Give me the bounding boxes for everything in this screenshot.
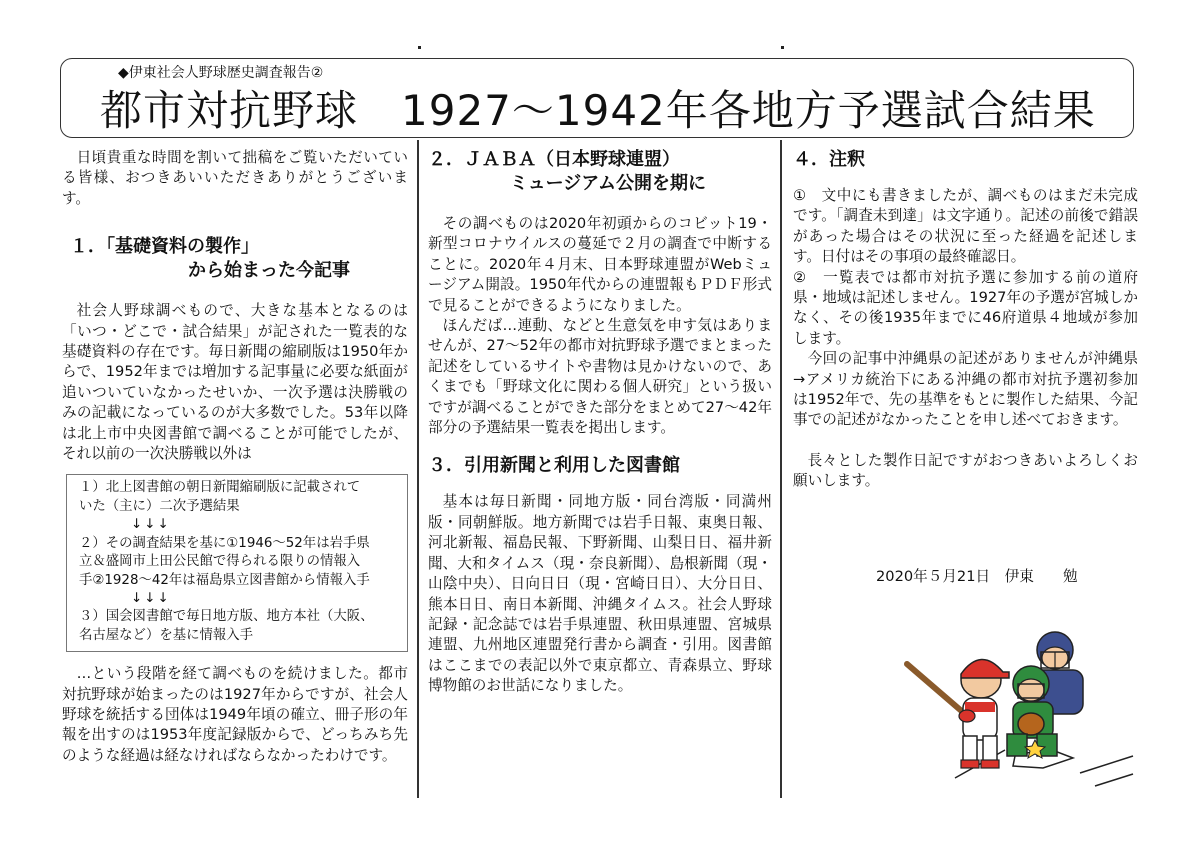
section-3-paragraph: 基本は毎日新聞・同地方版・同台湾版・同満州版・同朝鮮版。地方新聞では岩手日報、東奥日報、河北新報、福島民報、下野新聞、山梨日日、福井新聞、大和タイムス（現・奈良新聞）、島根新聞（現・山陰中央）、日向日日（現・宮崎日日）、大分日日、熊本日日、南日本新聞、沖縄タイムス。社会人野球記録・記念誌では岩手県連盟、秋田県連盟、宮城県連盟、九州地区連盟発行書から調査・引用。図書館はここまでの表記以外で東京都立、青森県立、野球博物館のお世話になりました。: [428, 493, 772, 695]
step-3-line-a: ３）国会図書館で毎日地方版、地方本社（大阪、: [79, 609, 374, 625]
date-signature: 2020年５月21日 伊東 勉: [876, 568, 1078, 585]
okinawa-note: 今回の記事中沖縄県の記述がありませんが沖縄県→アメリカ統治下にある沖縄の都市対抗予選初参加は1952年で、先の基準をもとに製作した結果、今記事での記述がなかったことを申し述べておきます。: [793, 350, 1138, 429]
note-2: ② 一覧表では都市対抗予選に参加する前の道府県・地域は記述しません。1927年の予選が宮城しかなく、その後1935年までに46府道県４地域が参加します。: [793, 268, 1138, 347]
section-2-heading-line2: ミュージアム公開を期に: [510, 173, 707, 194]
column-divider: [417, 140, 419, 798]
step-2-line-b: 立＆盛岡市上田公民館で得られる限りの情報入: [79, 554, 361, 570]
report-kicker: ◆伊東社会人野球歴史調査報告②: [118, 65, 324, 81]
step-1-line-a: １）北上図書館の朝日新聞縮刷版に記載されて: [79, 480, 361, 496]
page-title: 都市対抗野球 1927～1942年各地方予選試合結果: [100, 86, 1096, 135]
note-1: ① 文中にも書きましたが、調べものはまだ未完成です。「調査未到達」は文字通り。記述の前後で錯誤があった場合はその状況に至った経過を記述します。日付はその事項の最終確認日。: [793, 187, 1138, 266]
baseball-illustration-icon: [895, 628, 1135, 788]
column-3: [793, 148, 1138, 492]
section-2-paragraph-2: ほんだば…連動、などと生意気を申す気はありませんが、27～52年の都市対抗野球予選でまとまった記述をしているサイトや書物は見かけないので、あくまでも「野球文化に関わる個人研究」という扱いですが調べることができた部分をまとめて27～42年部分の予選結果一覧表を掲出します。: [428, 317, 772, 437]
column-2: [428, 148, 772, 697]
intro-paragraph: 日頃貴重な時間を割いて拙稿をご覧いただいている皆様、おつきあいいただきありがとうございます。: [62, 149, 408, 207]
section-2-heading: [428, 148, 772, 196]
fold-mark: [418, 46, 421, 49]
column-1: [62, 148, 408, 766]
section-1-paragraph-1: 社会人野球調べもので、大きな基本となるのは「いつ・どこで・試合結果」が記された一覧表的な基礎資料の存在です。毎日新聞の縮刷版は1950年からで、1952年までは増加する記事量に必要な紙面が追いついていなかったせいか、一次予選は決勝戦のみの記載になっているのが大多数でした。53年以降は北上市中央図書館で調べることが可能でしたが、それ以前の一次決勝戦以外は: [62, 302, 408, 463]
down-arrows-icon: ↓↓↓: [131, 590, 171, 606]
section-3-heading: ３．引用新聞と利用した図書館: [428, 455, 680, 477]
step-1-line-b: いた（主に）二次予選結果: [79, 498, 240, 514]
section-1-heading: [62, 235, 408, 283]
section-4-heading: ４．注釈: [793, 149, 865, 170]
section-1-heading-line1: １．「基礎資料の製作」: [70, 236, 259, 258]
step-3-line-b: 名古屋など）を基に情報入手: [79, 627, 254, 643]
section-2-paragraph-1: その調べものは2020年初頭からのコビット19・新型コロナウイルスの蔓延で２月の調査で中断することに。2020年４月末、日本野球連盟がWebミュージアム開設。1950年代からの連盟報もＰＤＦ形式で見ることができるようになりました。: [428, 215, 772, 314]
down-arrows-icon: ↓↓↓: [131, 517, 171, 533]
research-steps-box: [66, 474, 408, 652]
step-2-line-c: 手②1928～42年は福島県立図書館から情報入手: [79, 572, 370, 588]
section-1-heading-line2: から始まった今記事: [188, 260, 350, 282]
closing-remark: 長々とした製作日記ですがおつきあいよろしくお願いします。: [793, 451, 1138, 490]
step-2-line-a: ２）その調査結果を基に①1946～52年は岩手県: [79, 535, 370, 551]
fold-mark: [781, 46, 784, 49]
column-divider: [780, 140, 782, 798]
section-2-heading-line1: ２．ＪＡＢＡ（日本野球連盟）: [428, 149, 680, 170]
section-1-paragraph-2: …という段階を経て調べものを続けました。都市対抗野球が始まったのは1927年からですが、社会人野球を統括する団体は1949年頃の確立、冊子形の年報を出すのは1953年度記録版からで、どっちみち先のような経過は経なければならなかったわけです。: [62, 665, 408, 764]
